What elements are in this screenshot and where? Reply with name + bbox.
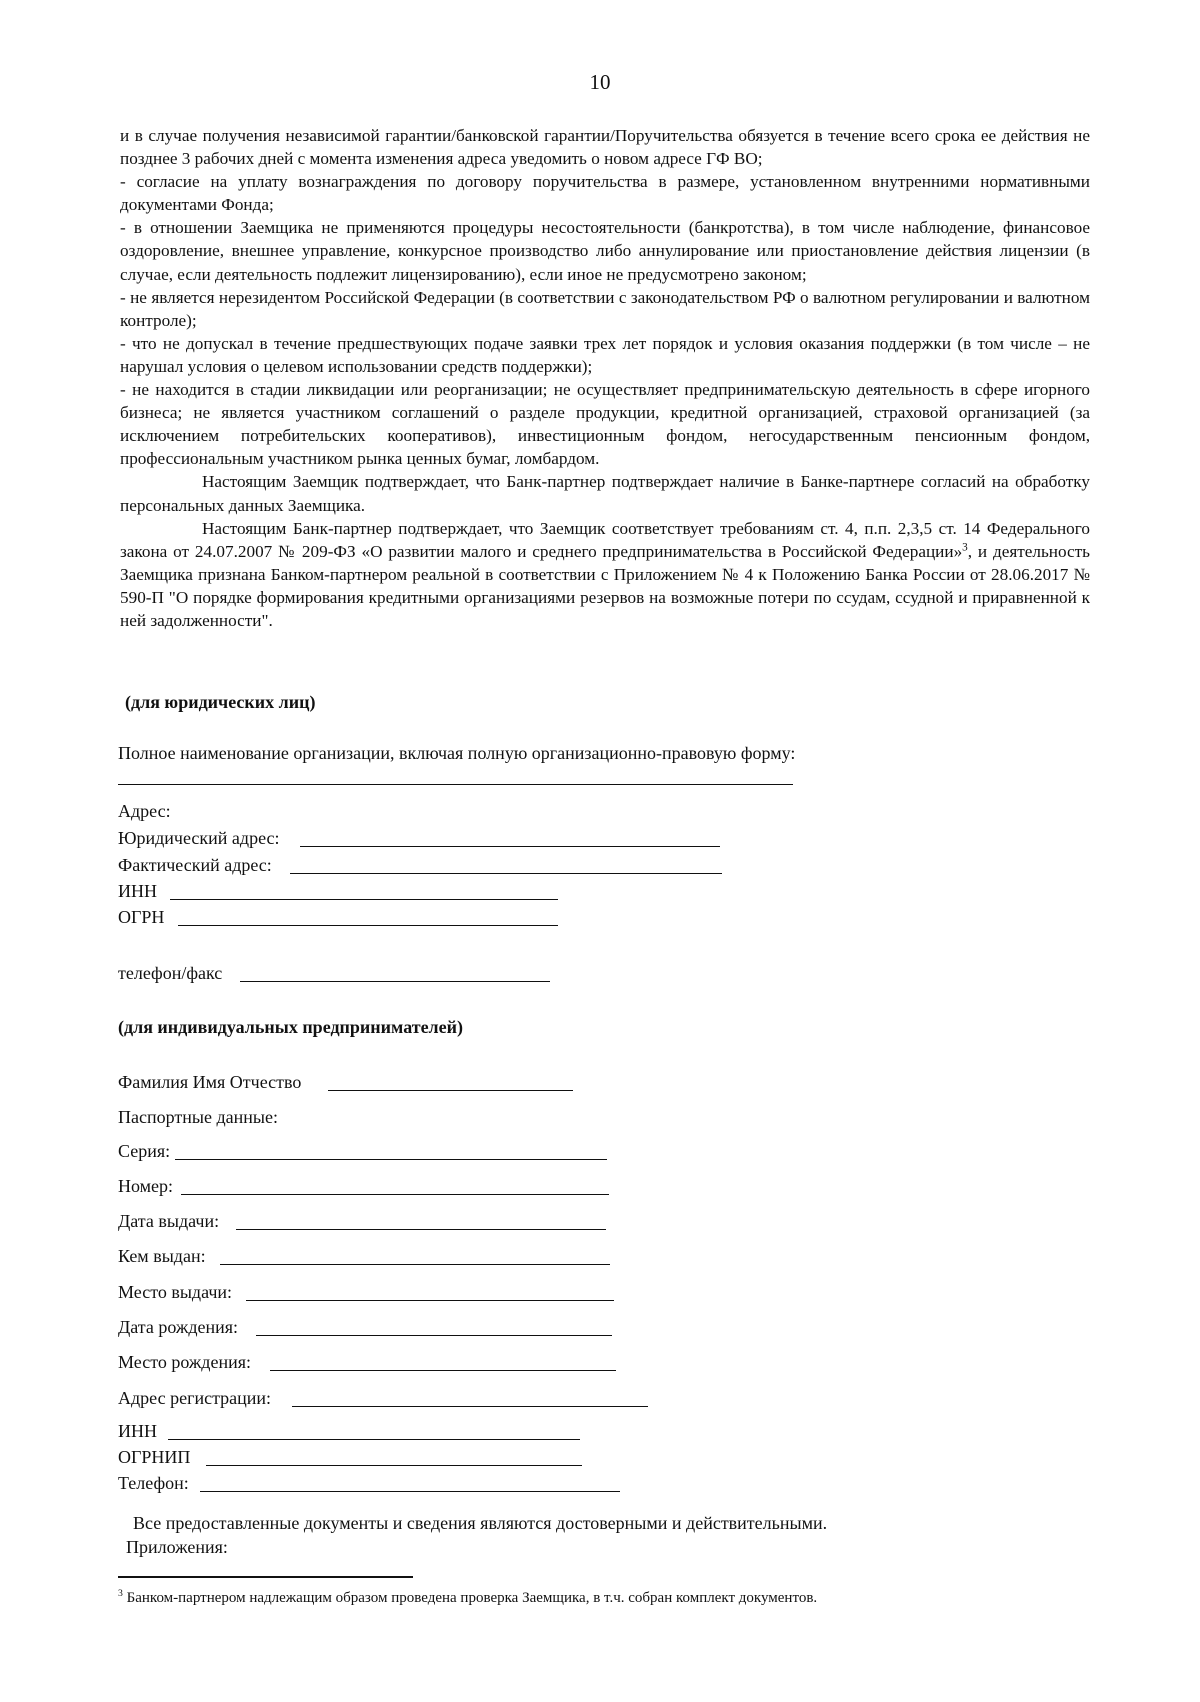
paragraph-nonresident: - не является нерезидентом Российской Федерации (в соответствии с законодательством РФ о валютном регулировании и валютном контроле); [120,287,1090,330]
ogrnip-field[interactable] [206,1465,582,1466]
actual-address-field[interactable] [290,873,722,874]
legal-entity-heading: (для юридических лиц) [125,692,316,712]
footnote-mark: 3 [118,1588,123,1599]
documents-statement: Все предоставленные документы и сведения являются достоверными и действительными. [133,1513,828,1533]
inn-label: ИНН [118,881,157,901]
paragraph-bank-confirmation [120,517,1090,632]
ogrn-label: ОГРН [118,907,165,927]
issue-date-label: Дата выдачи: [118,1211,220,1231]
reg-address-field[interactable] [292,1406,648,1407]
org-name-label: Полное наименование организации, включая полную организационно-правовую форму: [118,743,796,763]
ogrnip-label: ОГРНИП [118,1447,191,1467]
passport-label: Паспортные данные: [118,1107,278,1127]
series-field[interactable] [175,1159,607,1160]
issue-place-label: Место выдачи: [118,1282,233,1302]
issued-by-label: Кем выдан: [118,1246,206,1266]
issue-date-field[interactable] [236,1229,606,1230]
legal-address-label: Юридический адрес: [118,828,280,848]
attachments-label: Приложения: [126,1537,228,1557]
footnote [118,1590,817,1607]
legal-address-field[interactable] [300,846,720,847]
number-field[interactable] [181,1194,609,1195]
ogrn-field[interactable] [178,925,558,926]
birth-date-field[interactable] [256,1335,612,1336]
paragraph-support-terms: - что не допускал в течение предшествующих подаче заявки трех лет порядок и условия оказания поддержки (в том числе – не нарушал условия о целевом использовании средств поддержки); [120,333,1090,376]
birth-place-label: Место рождения: [118,1352,252,1372]
reg-address-label: Адрес регистрации: [118,1388,272,1408]
issued-by-field[interactable] [220,1264,610,1265]
number-label: Номер: [118,1176,174,1196]
fio-label: Фамилия Имя Отчество [118,1072,302,1092]
paragraph-gf-address: и в случае получения независимой гарантии/банковской гарантии/Поручительства обязуется в течение всего срока ее действия не позднее 3 рабочих дней с момента изменения адреса уведомить о новом адресе ГФ ВО; [120,126,1090,169]
ip-phone-field[interactable] [200,1491,620,1492]
footnote-separator [118,1576,413,1578]
actual-address-label: Фактический адрес: [118,855,272,875]
birth-place-field[interactable] [270,1370,616,1371]
document-body [120,124,1090,632]
birth-date-label: Дата рождения: [118,1317,239,1337]
series-label: Серия: [118,1141,171,1161]
paragraph-liquidation: - не находится в стадии ликвидации или реорганизации; не осуществляет предпринимательскую деятельность в сфере игорного бизнеса; не является участником соглашений о разделе продукции, кредитной организацией, страховой организацией (за исключением потребительских кооперативов), инвестиционным фондом, негосударственным пенсионным фондом, профессиональным участником рынка ценных бумаг, ломбардом. [120,380,1090,469]
org-name-field[interactable] [118,784,793,785]
individual-heading: (для индивидуальных предпринимателей) [118,1017,464,1037]
paragraph-insolvency: - в отношении Заемщика не применяются процедуры несостоятельности (банкротства), в том числе наблюдение, финансовое оздоровление, внешнее управление, конкурсное производство либо аннулирование или приостановление действия лицензии (в случае, если деятельность подлежит лицензированию), если иное не предусмотрено законом; [120,218,1090,284]
page-number: 10 [589,70,611,94]
issue-place-field[interactable] [246,1300,614,1301]
fio-field[interactable] [328,1090,573,1091]
paragraph-personal-data: Настоящим Заемщик подтверждает, что Банк-партнер подтверждает наличие в Банке-партнере согласий на обработку персональных данных Заемщика. [120,472,1090,515]
phone-fax-label: телефон/факс [118,963,223,983]
paragraph-fee-consent: - согласие на уплату вознаграждения по договору поручительства в размере, установленном внутренними нормативными документами Фонда; [120,172,1090,215]
ip-inn-field[interactable] [168,1439,580,1440]
footnote-reference: 3 [962,540,968,553]
inn-field[interactable] [170,899,558,900]
phone-fax-field[interactable] [240,981,550,982]
footnote-text: Банком-партнером надлежащим образом проведена проверка Заемщика, в т.ч. собран комплект документов. [122,1590,818,1606]
address-label: Адрес: [118,801,171,821]
ip-inn-label: ИНН [118,1421,157,1441]
confirmation-text-cont: , и деятельность Заемщика признана Банком-партнером реальной в соответствии с Приложением № 4 к Положению Банка России от 28.06.2017 № 590-П "О порядке формирования кредитными организациями резервов на возможные потери по ссудам, ссудной и приравненной к ней задолженности". [120,541,1091,630]
ip-phone-label: Телефон: [118,1473,189,1493]
confirmation-text: Настоящим Банк-партнер подтверждает, что Заемщик соответствует требованиям ст. 4, п.п. 2,3,5 ст. 14 Федерального закона от 24.07.2007 № 209-ФЗ «О развитии малого и среднего предпринимательства в Российской Федерации» [120,518,1090,561]
